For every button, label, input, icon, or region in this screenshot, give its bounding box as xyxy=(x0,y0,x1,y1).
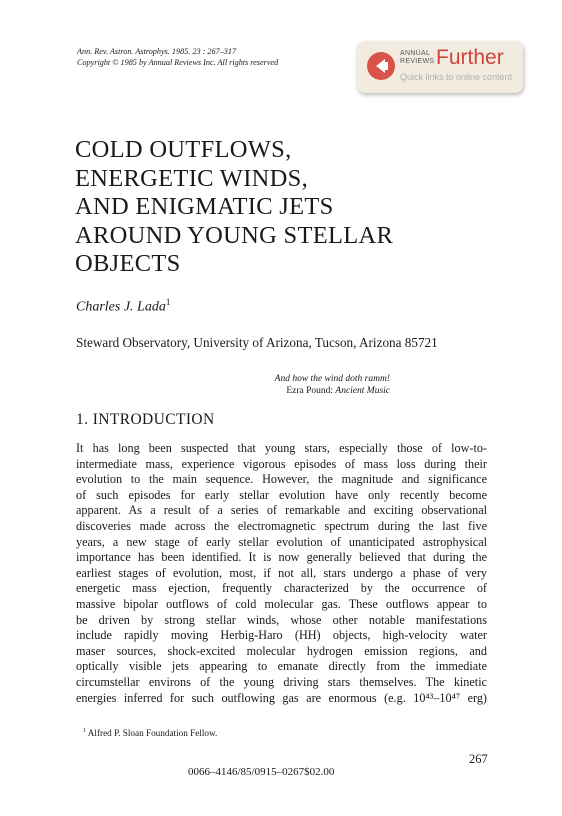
body-line: circumstellar environs of the young driving stars themselves. The kinetic xyxy=(76,674,487,689)
author-affiliation: Steward Observatory, University of Arizona, Tucson, Arizona 85721 xyxy=(76,335,438,350)
section-heading: 1. INTRODUCTION xyxy=(76,411,215,428)
badge-brand-line-2: REVIEWS xyxy=(400,58,435,65)
article-title xyxy=(75,136,393,279)
title-line: OBJECTS xyxy=(75,250,181,277)
title-line: AROUND YOUNG STELLAR xyxy=(75,221,394,249)
body-line: energies inferred for such outflowing gas are enormous (e.g. 10⁴³–10⁴⁷ erg) xyxy=(76,690,487,705)
epigraph-attribution xyxy=(200,385,390,397)
body-line: optically visible jets appearing to emanate directly from the immediate xyxy=(76,659,487,674)
body-line: years, a new stage of early stellar evolution of unanticipated astrophysical xyxy=(76,534,487,549)
body-line: maser sources, shock-excited molecular hydrogen emission regions, and xyxy=(76,643,487,658)
epigraph xyxy=(200,373,390,397)
journal-citation xyxy=(77,47,278,68)
badge-brand-line-1: ANNUAL xyxy=(400,50,431,57)
body-line: be driven by strong stellar winds, whose other notable manifestations xyxy=(76,612,487,627)
body-line: massive bipolar outflows of cold molecular gas. These outflows appear to xyxy=(76,596,487,611)
author-footnote-mark[interactable]: 1 xyxy=(165,297,171,307)
epigraph-author: Ezra Pound: xyxy=(286,386,336,396)
footnote xyxy=(83,728,217,738)
footnote-text: Alfred P. Sloan Foundation Fellow. xyxy=(86,728,218,739)
badge-subtitle: Quick links to online content xyxy=(400,72,513,82)
body-line: importance has been identified. It is now generally believed that during the xyxy=(76,550,487,565)
body-line: of such episodes for early stellar evolution have only recently become xyxy=(76,487,487,502)
speaker-arrow-icon xyxy=(367,52,395,80)
article-code: 0066–4146/85/0915–0267$02.00 xyxy=(188,766,335,778)
epigraph-quote: And how the wind doth ramm! xyxy=(274,374,390,384)
body-line: evolution to the main sequence. However, the magnitude and significance xyxy=(76,472,487,487)
citation-line-2: Copyright © 1985 by Annual Reviews Inc. All rights reserved xyxy=(77,57,279,67)
title-line: COLD OUTFLOWS, xyxy=(75,136,292,163)
body-line: energetic mass ejection, frequently characterized by the occurrence of xyxy=(76,581,487,596)
citation-line-1: Ann. Rev. Astron. Astrophys. 1985. 23 : 267–317 xyxy=(77,47,237,56)
badge-brand-label xyxy=(400,50,434,66)
badge-further-word: Further xyxy=(436,46,504,69)
body-line: intermediate mass, experience vigorous episodes of mass loss during their xyxy=(76,456,487,471)
body-line: It has long been suspected that young stars, especially those of low-to- xyxy=(76,441,487,455)
title-line: ENERGETIC WINDS, xyxy=(75,164,308,192)
body-line: earliest stages of evolution, most, if not all, stars undergo a phase of very xyxy=(76,565,487,580)
author-name: Charles J. Lada xyxy=(76,299,166,315)
body-line: discoveries made across the electromagnetic spectrum during the last five xyxy=(76,518,487,533)
footnote-mark: 1 xyxy=(83,728,86,734)
body-paragraph xyxy=(76,441,487,706)
page-number: 267 xyxy=(469,752,488,766)
body-line: include rapidly moving Herbig-Haro (HH) objects, high-velocity water xyxy=(76,628,487,643)
epigraph-work: Ancient Music xyxy=(335,386,390,396)
body-line: apparent. As a result of a series of remarkable and exciting observational xyxy=(76,503,487,518)
annual-reviews-further-badge[interactable] xyxy=(357,41,523,93)
author-line xyxy=(76,297,170,316)
title-line: AND ENIGMATIC JETS xyxy=(75,193,334,220)
